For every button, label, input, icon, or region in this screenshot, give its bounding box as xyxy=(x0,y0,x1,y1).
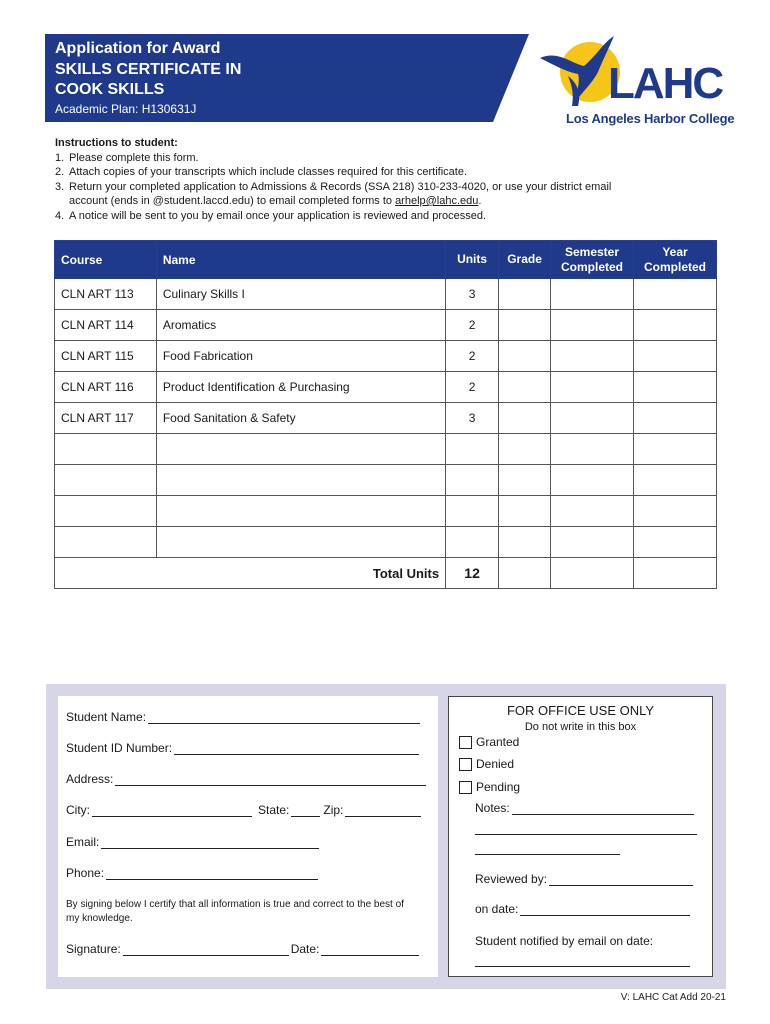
student-name-field[interactable]: Student Name: xyxy=(66,710,420,724)
checkbox-icon xyxy=(459,758,472,771)
col-year: Year Completed xyxy=(634,241,717,279)
col-name: Name xyxy=(156,241,445,279)
course-code: CLN ART 117 xyxy=(55,403,157,434)
course-units: 2 xyxy=(446,310,499,341)
certificate-title-line2: COOK SKILLS xyxy=(55,81,165,98)
certification-statement: By signing below I certify that all information is true and correct to the best of my knowledge. xyxy=(66,899,404,924)
instruction-item: 4. A notice will be sent to you by email once your application is reviewed and processed. xyxy=(55,209,487,222)
city-state-zip-field[interactable]: City: State: Zip: xyxy=(66,803,421,817)
grade-cell[interactable] xyxy=(499,279,551,310)
phone-field[interactable]: Phone: xyxy=(66,866,318,880)
col-grade: Grade xyxy=(499,241,551,279)
checkbox-icon xyxy=(459,781,472,794)
grade-cell[interactable] xyxy=(499,403,551,434)
year-cell[interactable] xyxy=(634,403,717,434)
college-name: Los Angeles Harbor College xyxy=(566,111,735,126)
review-date-field[interactable]: on date: xyxy=(475,902,690,916)
certificate-title-line1: SKILLS CERTIFICATE IN xyxy=(55,61,242,78)
table-row xyxy=(55,279,717,310)
course-code: CLN ART 114 xyxy=(55,310,157,341)
version-label: V: LAHC Cat Add 20-21 xyxy=(620,992,726,1003)
instruction-item: 3. Return your completed application to Admissions & Records (SSA 218) 310-233-4020, or use your district email xyxy=(55,180,612,193)
total-units-value: 12 xyxy=(446,558,499,589)
instruction-item: 2. Attach copies of your transcripts which include classes required for this certificate. xyxy=(55,166,468,178)
email-field[interactable]: Email: xyxy=(66,835,319,849)
semester-cell[interactable] xyxy=(551,341,634,372)
lahc-logo-graphic xyxy=(538,36,724,112)
course-units: 3 xyxy=(446,403,499,434)
table-row xyxy=(55,403,717,434)
instructions xyxy=(55,136,725,223)
college-logo xyxy=(538,36,735,128)
col-course: Course xyxy=(55,241,157,279)
grade-cell[interactable] xyxy=(499,372,551,403)
lahc-wordmark: LAHC xyxy=(608,59,723,108)
course-units: 2 xyxy=(446,341,499,372)
grade-cell[interactable] xyxy=(499,310,551,341)
table-header-row xyxy=(55,241,717,279)
course-name: Food Sanitation & Safety xyxy=(156,403,445,434)
grade-cell[interactable] xyxy=(499,341,551,372)
empty-row xyxy=(55,465,717,496)
email-link[interactable]: arhelp@lahc.edu xyxy=(395,195,479,207)
pending-checkbox[interactable]: Pending xyxy=(459,780,520,794)
course-units: 2 xyxy=(446,372,499,403)
denied-checkbox[interactable]: Denied xyxy=(459,757,514,771)
table-row xyxy=(55,341,717,372)
table-row xyxy=(55,372,717,403)
course-name: Food Fabrication xyxy=(156,341,445,372)
reviewed-by-field[interactable]: Reviewed by: xyxy=(475,872,693,886)
form-title: Application for Award xyxy=(55,40,221,57)
office-title: FOR OFFICE USE ONLY xyxy=(506,703,655,718)
course-code: CLN ART 116 xyxy=(55,372,157,403)
empty-row xyxy=(55,434,717,465)
title-banner xyxy=(45,34,529,122)
address-field[interactable]: Address: xyxy=(66,772,426,786)
col-units: Units xyxy=(446,241,499,279)
empty-row xyxy=(55,496,717,527)
semester-cell[interactable] xyxy=(551,310,634,341)
checkbox-icon xyxy=(459,736,472,749)
office-use-box xyxy=(448,696,713,977)
signature-field[interactable]: Signature: Date: xyxy=(66,942,419,956)
notified-date-label: Student notified by email on date: xyxy=(475,934,654,948)
semester-cell[interactable] xyxy=(551,403,634,434)
course-code: CLN ART 113 xyxy=(55,279,157,310)
student-id-field[interactable]: Student ID Number: xyxy=(66,741,419,755)
course-name: Aromatics xyxy=(156,310,445,341)
course-units: 3 xyxy=(446,279,499,310)
course-code: CLN ART 115 xyxy=(55,341,157,372)
notes-line[interactable] xyxy=(475,833,697,835)
instruction-item-continuation: account (ends in @student.laccd.edu) to email completed forms to arhelp@lahc.edu. xyxy=(69,195,482,207)
table-row xyxy=(55,310,717,341)
year-cell[interactable] xyxy=(634,341,717,372)
year-cell[interactable] xyxy=(634,279,717,310)
academic-plan: Academic Plan: H130631J xyxy=(55,102,197,116)
year-cell[interactable] xyxy=(634,310,717,341)
notes-field[interactable]: Notes: xyxy=(475,801,694,815)
course-name: Culinary Skills I xyxy=(156,279,445,310)
semester-cell[interactable] xyxy=(551,279,634,310)
year-cell[interactable] xyxy=(634,372,717,403)
course-name: Product Identification & Purchasing xyxy=(156,372,445,403)
instruction-item: 1. Please complete this form. xyxy=(55,151,199,164)
empty-row xyxy=(55,527,717,558)
course-table xyxy=(54,240,717,589)
instructions-heading: Instructions to student: xyxy=(55,137,178,149)
granted-checkbox[interactable]: Granted xyxy=(459,735,519,749)
semester-cell[interactable] xyxy=(551,372,634,403)
total-units-label: Total Units xyxy=(55,558,446,589)
col-semester: Semester Completed xyxy=(551,241,634,279)
notes-line[interactable] xyxy=(475,853,620,855)
office-subtitle: Do not write in this box xyxy=(524,721,637,733)
total-row xyxy=(55,558,717,589)
notified-date-line[interactable] xyxy=(475,965,690,967)
